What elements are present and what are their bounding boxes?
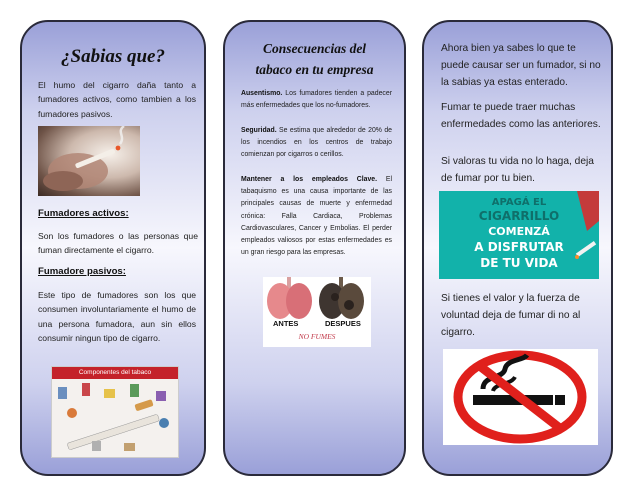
quit-smoking-banner [439, 191, 599, 279]
lungs-before-after-image [263, 277, 371, 347]
hand-cigarette-icon [569, 191, 599, 279]
safety-label: Seguridad. [241, 127, 277, 134]
safety-text: Se estima que alrededor de 20% de los incendios en los centros de trabajo comienzan por cigarros o cerillos. [241, 127, 392, 159]
before-label: ANTES [273, 319, 299, 328]
passive-smokers-text: Este tipo de fumadores son los que consumen involuntariamente el humo de una persona fumadora, aun sin ellos consumir ningun tipo de cigarro. [38, 290, 196, 344]
no-smoking-sign [443, 349, 598, 445]
panel-conclusion [422, 20, 613, 476]
tobacco-components-icon [52, 379, 178, 457]
panel2-title-line2: tabaco en tu empresa [255, 62, 374, 77]
key-employees-paragraph [241, 174, 392, 259]
active-smokers-heading: Fumadores activos: [38, 208, 129, 219]
panel3-para1: Ahora bien ya sabes lo que te puede causar ser un fumador, si no la sabias ya estas enterado. [441, 43, 601, 88]
tobacco-components-title: Componentes del tabaco [52, 367, 178, 379]
no-smoke-caption: NO FUMES [298, 332, 336, 341]
passive-smokers-heading: Fumadore pasivos: [38, 266, 126, 277]
tobacco-components-image [51, 366, 179, 458]
banner-line4: A DISFRUTAR [474, 240, 564, 254]
panel2-title-line1: Consecuencias del [262, 41, 367, 56]
absenteeism-label: Ausentismo. [241, 90, 283, 97]
panel3-para3: Si valoras tu vida no lo haga, deja de fumar por tu bien. [441, 156, 594, 184]
panel-consecuencias [223, 20, 406, 476]
key-employees-label: Mantener a los empleados Clave. [241, 176, 378, 183]
smoking-hands-icon [38, 126, 140, 196]
absenteeism-text: Los fumadores tienden a padecer más enfermedades que los no-fumadores. [241, 90, 392, 110]
panel3-para4: Si tienes el valor y la fuerza de voluntad deja de fumar di no al cigarro. [441, 293, 581, 338]
panel1-intro: El humo del cigarro daña tanto a fumadores activos, como tambien a los fumadores pasivos. [38, 80, 196, 119]
panel2-title [231, 38, 398, 80]
banner-line5: DE TU VIDA [480, 256, 558, 270]
smoking-hands-photo [38, 126, 140, 196]
banner-line2: CIGARRILLO [478, 209, 560, 223]
active-smokers-text: Son los fumadores o las personas que fuman directamente el cigarro. [38, 231, 198, 256]
panel-sabias-que [20, 20, 206, 476]
banner-line3: COMENZÁ [488, 225, 550, 238]
lungs-icon [263, 277, 371, 321]
key-employees-text: El tabaquismo es una causa importante de las principales causas de muerte y enfermedad crónica: Falla Cardiaca, Problemas Cardiovasculares, Cancer y Embolias. El perder empleados valiosos por estas enfermedades es un gran riesgo para las empresas. [241, 176, 392, 257]
after-label: DESPUES [325, 319, 361, 328]
panel1-title: ¿Sabias que? [61, 46, 165, 67]
panel3-para2: Fumar te puede traer muchas enfermedades como las anteriores. [441, 102, 601, 130]
no-smoking-icon [443, 349, 598, 445]
banner-line1: APAGÁ EL [491, 197, 547, 208]
safety-paragraph [241, 125, 392, 162]
absenteeism-paragraph [241, 88, 392, 112]
